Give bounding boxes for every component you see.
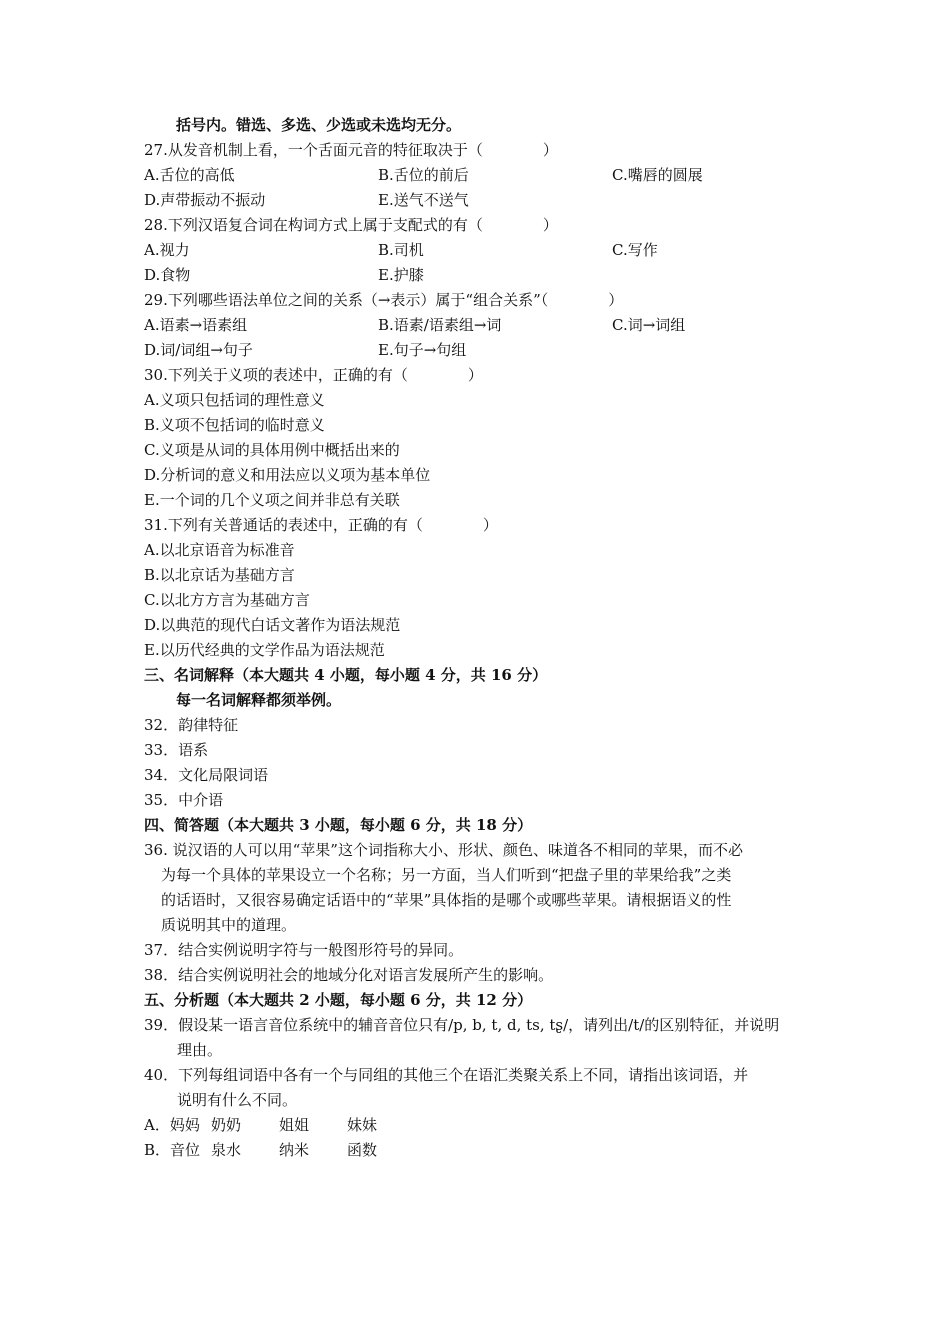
question-39-line2: 理由。: [177, 1041, 223, 1059]
option-30-d: D.分析词的意义和用法应以义项为基本单位: [144, 466, 431, 484]
question-29-stem: 29.下列哪些语法单位之间的关系（→表示）属于“组合关系”（ ）: [144, 291, 624, 309]
question-39-line1: 39．假设某一语言音位系统中的辅音音位只有/p, b, t, d, ts, tʂ/，请列出/t/的区别特征，并说明: [144, 1016, 780, 1034]
section-5-title: 五、分析题（本大题共 2 小题，每小题 6 分，共 12 分）: [144, 991, 533, 1009]
option-29-c: C.词→词组: [612, 316, 686, 334]
question-28-stem: 28.下列汉语复合词在构词方式上属于支配式的有（ ）: [144, 216, 558, 234]
option-30-a: A.义项只包括词的理性意义: [144, 391, 325, 409]
option-27-c: C.嘴唇的圆展: [612, 166, 703, 184]
group-b-word4: 函数: [347, 1141, 378, 1159]
question-36-line4: 质说明其中的道理。: [161, 916, 297, 934]
group-b-word1: B．音位: [144, 1141, 201, 1159]
question-29-options-row2: [144, 338, 816, 363]
section-4-title: 四、简答题（本大题共 3 小题，每小题 6 分，共 18 分）: [144, 816, 533, 834]
question-36-line3: 的话语时，又很容易确定话语中的“苹果”具体指的是哪个或哪些苹果。请根据语义的性: [161, 891, 732, 909]
group-a-word4: 妹妹: [347, 1116, 378, 1134]
question-30-stem: 30.下列关于义项的表述中，正确的有（ ）: [144, 366, 483, 384]
term-32: 32．韵律特征: [144, 716, 239, 734]
question-28-options-row1: [144, 238, 816, 263]
instructions-continued: 括号内。错选、多选、少选或未选均无分。: [176, 116, 462, 134]
question-28-options-row2: [144, 263, 816, 288]
group-b-word2: 泉水: [211, 1141, 242, 1159]
option-31-e: E.以历代经典的文学作品为语法规范: [144, 641, 385, 659]
section-3-title: 三、名词解释（本大题共 4 小题，每小题 4 分，共 16 分）: [144, 666, 548, 684]
option-28-a: A.视力: [144, 241, 190, 259]
question-40-line1: 40．下列每组词语中各有一个与同组的其他三个在语汇类聚关系上不同，请指出该词语，并: [144, 1066, 749, 1084]
question-29-options-row1: [144, 313, 816, 338]
option-31-c: C.以北方方言为基础方言: [144, 591, 310, 609]
group-a-word2: 奶奶: [211, 1116, 242, 1134]
option-27-a: A.舌位的高低: [144, 166, 235, 184]
question-27-options-row1: [144, 163, 816, 188]
option-31-d: D.以典范的现代白话文著作为语法规范: [144, 616, 401, 634]
option-30-b: B.义项不包括词的临时意义: [144, 416, 325, 434]
option-28-d: D.食物: [144, 266, 191, 284]
option-30-e: E.一个词的几个义项之间并非总有关联: [144, 491, 400, 509]
option-27-e: E.送气不送气: [378, 191, 469, 209]
question-38: 38．结合实例说明社会的地域分化对语言发展所产生的影响。: [144, 966, 554, 984]
question-27-options-row2: [144, 188, 816, 213]
group-a-word3: 姐姐: [279, 1116, 310, 1134]
option-29-b: B.语素/语素组→词: [378, 316, 502, 334]
option-28-c: C.写作: [612, 241, 658, 259]
option-30-c: C.义项是从词的具体用例中概括出来的: [144, 441, 400, 459]
group-a-word1: A．妈妈: [144, 1116, 200, 1134]
option-27-d: D.声带振动不振动: [144, 191, 266, 209]
option-29-e: E.句子→句组: [378, 341, 467, 359]
question-36-line2: 为每一个具体的苹果设立一个名称；另一方面，当人们听到“把盘子里的苹果给我”之类: [161, 866, 732, 884]
word-group-a: [144, 1113, 816, 1138]
option-28-e: E.护膝: [378, 266, 424, 284]
term-33: 33．语系: [144, 741, 209, 759]
question-36-line1: 36. 说汉语的人可以用“苹果”这个词指称大小、形状、颜色、味道各不相同的苹果，而不必: [144, 841, 743, 859]
option-31-b: B.以北京话为基础方言: [144, 566, 295, 584]
question-40-line2: 说明有什么不同。: [177, 1091, 298, 1109]
option-28-b: B.司机: [378, 241, 424, 259]
section-3-note: 每一名词解释都须举例。: [176, 691, 342, 709]
exam-content: [144, 113, 816, 1163]
question-31-stem: 31.下列有关普通话的表述中，正确的有（ ）: [144, 516, 498, 534]
group-b-word3: 纳米: [279, 1141, 310, 1159]
option-27-b: B.舌位的前后: [378, 166, 469, 184]
word-group-b: [144, 1138, 816, 1163]
option-29-a: A.语素→语素组: [144, 316, 248, 334]
term-34: 34．文化局限词语: [144, 766, 269, 784]
question-37: 37．结合实例说明字符与一般图形符号的异同。: [144, 941, 464, 959]
option-31-a: A.以北京语音为标准音: [144, 541, 295, 559]
term-35: 35．中介语: [144, 791, 224, 809]
question-27-stem: 27.从发音机制上看，一个舌面元音的特征取决于（ ）: [144, 141, 558, 159]
option-29-d: D.词/词组→句子: [144, 341, 253, 359]
